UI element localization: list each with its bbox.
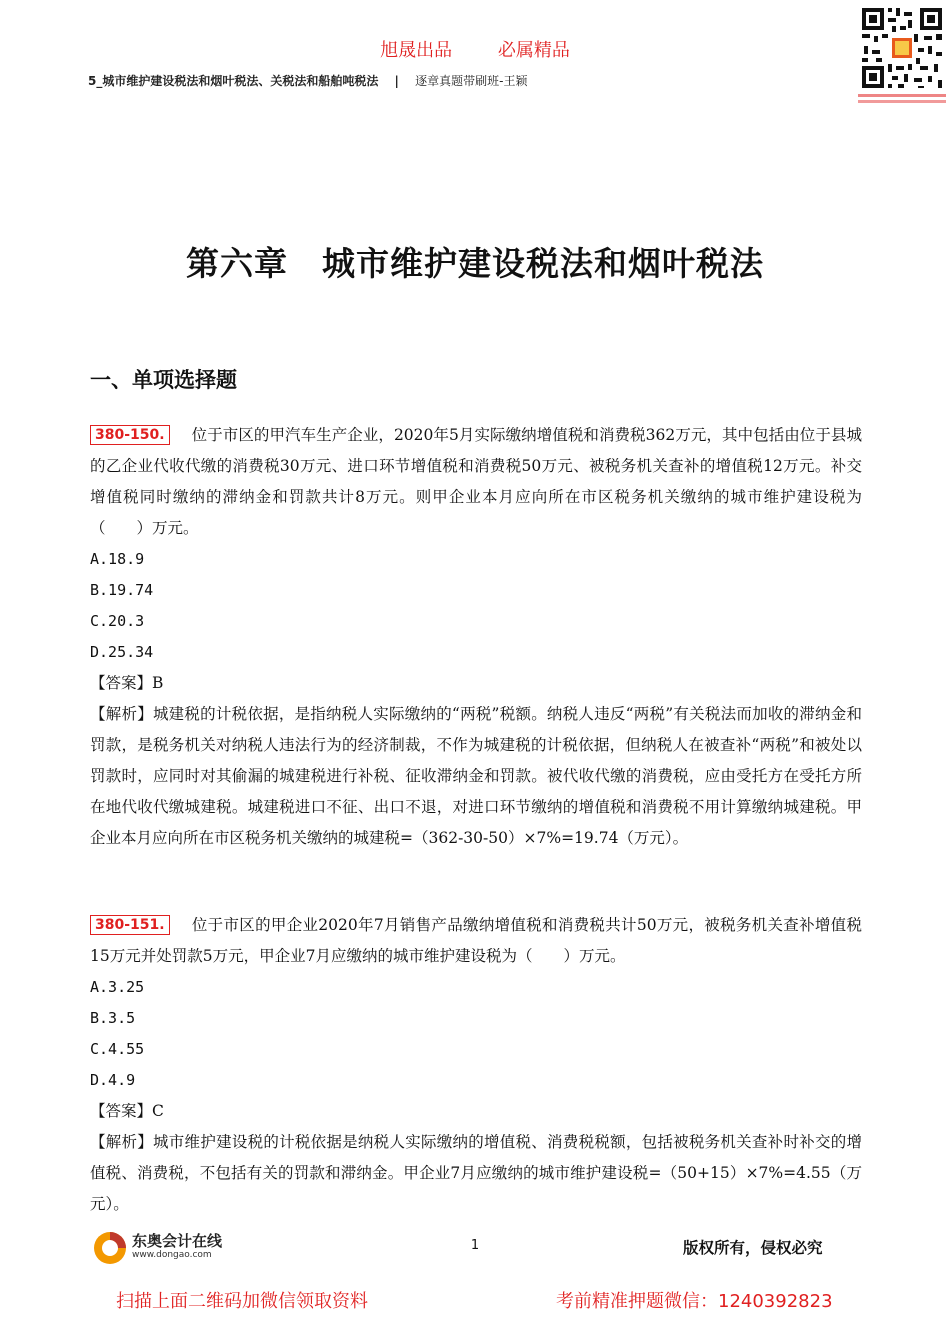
option-d: D.4.9 bbox=[90, 1071, 136, 1089]
answer: 【答案】C bbox=[90, 1102, 164, 1120]
analysis: 【解析】城建税的计税依据，是指纳税人实际缴纳的“两税”税额。纳税人违反“两税”有关税法而加收的滞纳金和罚款，是税务机关对纳税人违法行为的经济制裁，不作为城建税的计税依据，但纳税人在被查补“两税”和被处以罚款时，应同时对其偷漏的城建税进行补税、征收滞纳金和罚款。被代收代缴的消费税，应由受托方在受托方所在地代收代缴城建税。城建税进口不征、出口不退，对进口环节缴纳的增值税和消费税不用计算缴纳城建税。甲企业本月应向所在市区税务机关缴纳的城建税=（362-30-50）×7%=19.74（万元）。 bbox=[90, 705, 862, 847]
question-block bbox=[90, 420, 862, 854]
brand-banner bbox=[0, 36, 950, 62]
copyright-notice: 版权所有，侵权必究 bbox=[683, 1238, 823, 1257]
brand-right: 必属精品 bbox=[497, 40, 570, 61]
analysis: 【解析】城市维护建设税的计税依据是纳税人实际缴纳的增值税、消费税税额，包括被税务机关查补时补交的增值税、消费税，不包括有关的罚款和滞纳金。甲企业7月应缴纳的城市维护建设税=（50+15）×7%=4.55（万元）。 bbox=[90, 1133, 862, 1213]
question-stem bbox=[90, 910, 862, 972]
option-c: C.20.3 bbox=[90, 612, 145, 630]
option-a: A.18.9 bbox=[90, 550, 145, 568]
logo-text: 东奥会计在线 bbox=[132, 1232, 223, 1250]
chapter-title bbox=[0, 238, 950, 285]
question-block bbox=[90, 910, 862, 1220]
section-title: 一、单项选择题 bbox=[90, 367, 237, 392]
running-header bbox=[88, 72, 527, 89]
header-separator: | bbox=[394, 74, 399, 88]
chapter-name: 城市维护建设税法和烟叶税法 bbox=[322, 244, 764, 283]
question-number: 380-150. bbox=[90, 425, 170, 445]
question-stem bbox=[90, 420, 862, 544]
page-number: 1 bbox=[470, 1238, 480, 1253]
chapter-number: 第六章 bbox=[186, 244, 288, 283]
question-number: 380-151. bbox=[90, 915, 170, 935]
qr-code-icon bbox=[858, 4, 946, 108]
wechat-contact: 考前精准押题微信：1240392823 bbox=[556, 1291, 833, 1312]
option-a: A.3.25 bbox=[90, 978, 145, 996]
question-text: 位于市区的甲汽车生产企业，2020年5月实际缴纳增值税和消费税362万元，其中包括由位于县城的乙企业代收代缴的消费税30万元、进口环节增值税和消费税50万元、被税务机关查补的增值税12万元。补交增值税同时缴纳的滞纳金和罚款共计8万元。则甲企业本月应向所在市区税务机关缴纳的城市维护建设税为（ ）万元。 bbox=[90, 426, 862, 537]
brand-left: 旭晟出品 bbox=[380, 40, 453, 61]
chapter-file-name: 5_城市维护建设税法和烟叶税法、关税法和船舶吨税法 bbox=[88, 74, 379, 88]
course-name: 逐章真题带刷班-王颖 bbox=[415, 74, 528, 88]
option-b: B.3.5 bbox=[90, 1009, 136, 1027]
question-text: 位于市区的甲企业2020年7月销售产品缴纳增值税和消费税共计50万元，被税务机关查补增值税15万元并处罚款5万元，甲企业7月应缴纳的城市维护建设税为（ ）万元。 bbox=[90, 916, 862, 965]
option-b: B.19.74 bbox=[90, 581, 154, 599]
answer: 【答案】B bbox=[90, 674, 164, 692]
option-d: D.25.34 bbox=[90, 643, 154, 661]
option-c: C.4.55 bbox=[90, 1040, 145, 1058]
logo-url: www.dongao.com bbox=[132, 1250, 212, 1260]
scan-qr-note: 扫描上面二维码加微信领取资料 bbox=[116, 1291, 368, 1312]
